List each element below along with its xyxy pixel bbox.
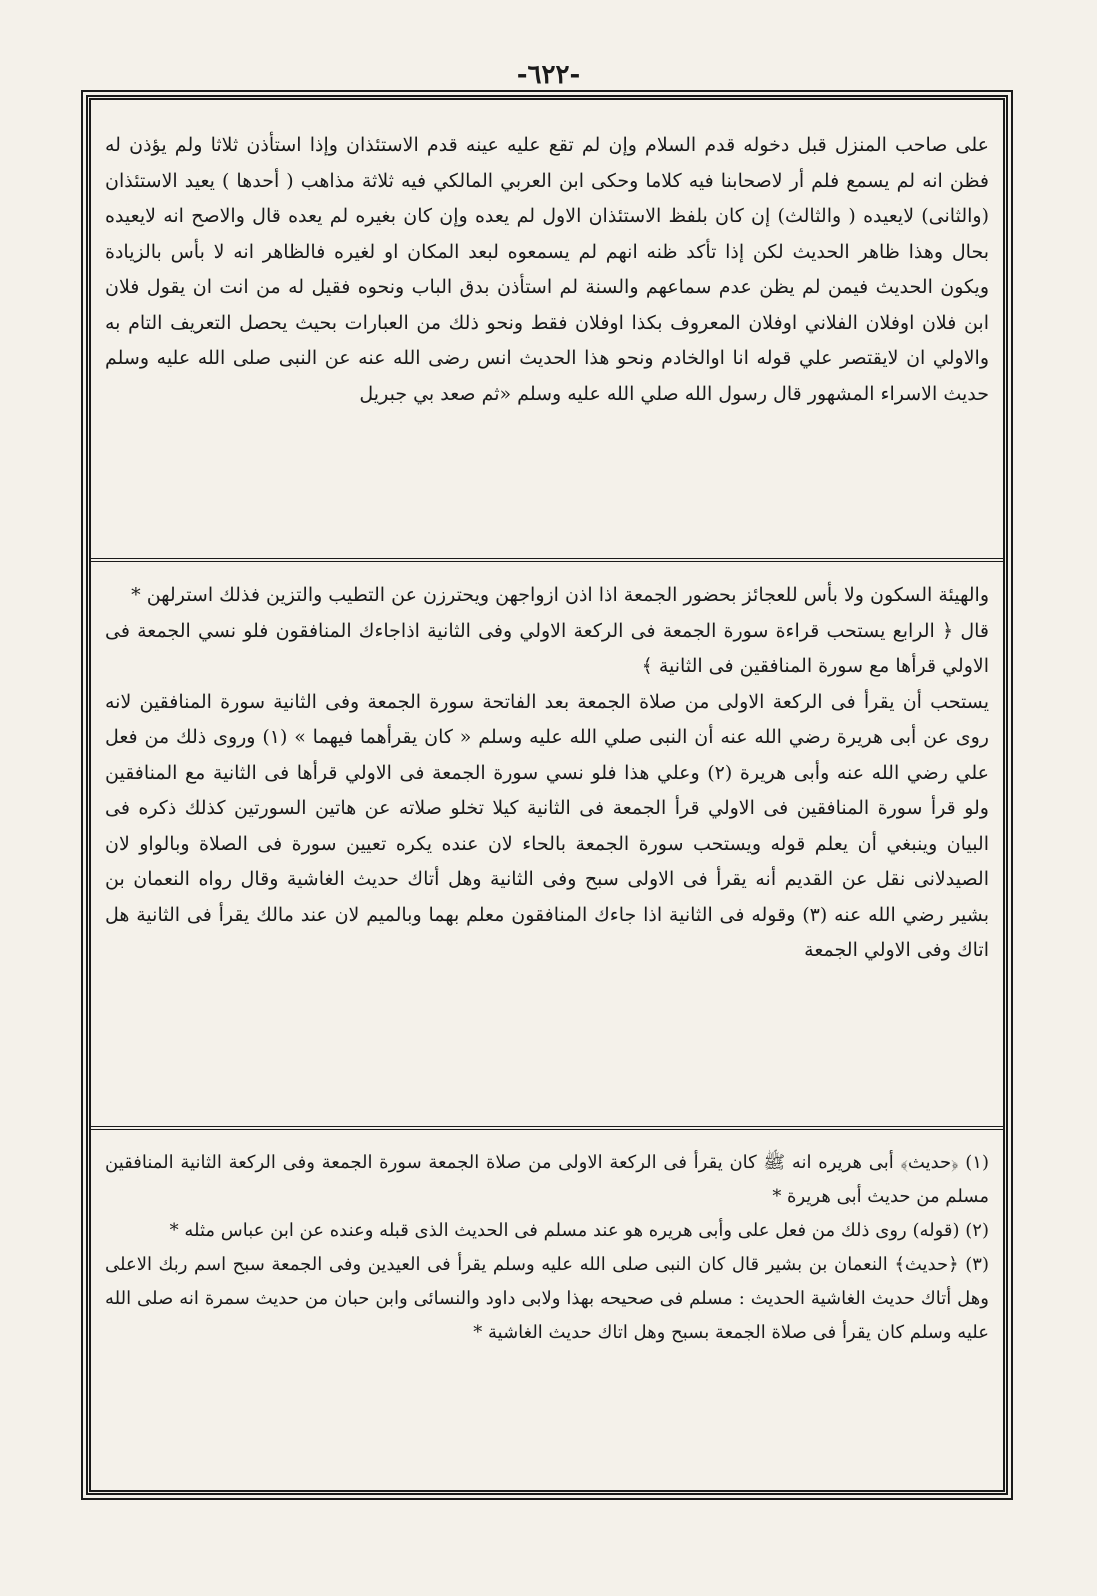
footnote-divider [91,1126,1003,1130]
footnote-item: (٣) ﴿حديث﴾ النعمان بن بشير قال كان النبى صلى الله عليه وسلم يقرأ فى العيدين وفى الجمعة سبح اسم ربك الاعلى وهل أتاك حديث الغاشية الحديث : مسلم فى صحيحه بهذا ولابى داود والنسائى وابن حبان من حديث سمرة انه صلى الله عليه وسلم كان يقرأ فى صلاة الجمعة بسبح وهل اتاك حديث الغاشية * [105,1254,989,1343]
commentary-paragraph: على صاحب المنزل قبل دخوله قدم السلام وإن لم تقع عليه عينه قدم الاستئذان وإذا استأذن ثلاثا ولم يؤذن له فظن انه لم يسمع فلم أر لاصحابنا فيه كلاما وحكى ابن العربي المالكي فيه ثلاثة مذاهب ( أحدها ) يعيد الاستئذان (والثانى) لايعيده ( والثالث) إن كان بلفظ الاستئذان الاول لم يعده وإن كان بغيره لم يعده قال والاصح انه لايعيده بحال وهذا ظاهر الحديث لكن إذا تأكد ظنه انهم لم يسمعوه لبعد المكان او لغيره فالظاهر انه لا بأس بالزيادة ويكون الحديث فيمن لم يظن عدم سماعهم والسنة لم استأذن بدق الباب ونحوه فقيل له من انت ان يقول فلان ابن فلان اوفلان الفلاني اوفلان المعروف بكذا اوفلان فقط ونحو ذلك من العبارات بحيث يحصل التعريف التام به والاولي ان لايقتصر علي قوله انا اوالخادم ونحو هذا الحديث انس رضى الله عنه عن النبى صلى الله عليه وسلم حديث الاسراء المشهور قال رسول الله صلي الله عليه وسلم «ثم صعد بي جبريل [105,134,989,405]
page-frame [86,95,1008,1495]
main-paragraph: يستحب أن يقرأ فى الركعة الاولى من صلاة الجمعة بعد الفاتحة سورة الجمعة وفى الثانية سورة المنافقين لانه روى عن أبى هريرة رضي الله عنه أن النبى صلي الله عليه وسلم « كان يقرأهما فيهما » (١) وروى ذلك من فعل علي رضي الله عنه وأبى هريرة (٢) وعلي هذا فلو نسي سورة الجمعة فى الاولي قرأها فى الثانية مع المنافقين ولو قرأ سورة المنافقين فى الاولي قرأ الجمعة فى الثانية كيلا تخلو صلاته عن هاتين السورتين كذلك ذكره فى البيان وينبغي أن يعلم قوله ويستحب سورة الجمعة بالحاء لان عنده يكره تعيين سورة فى الصلاة وبالواو لان الصيدلانى نقل عن القديم أنه يقرأ فى الاولى سبح وفى الثانية وهل أتاك حديث الغاشية وقال رواه النعمان بن بشير رضي الله عنه (٣) وقوله فى الثانية اذا جاءك المنافقون معلم بهما وبالميم لان عند مالك يقرأ فى الثانية هل اتاك وفى الاولي الجمعة [105,690,989,961]
section-divider [91,558,1003,562]
footnote-item: (١) ﴿حديث﴾ أبى هريره انه ﷺ كان يقرأ فى الركعة الاولى من صلاة الجمعة سورة الجمعة وفى الركعة الثانية المنافقين مسلم من حديث أبى هريرة * [105,1152,989,1207]
footnote-item: (٢) (قوله) روى ذلك من فعل على وأبى هريره هو عند مسلم فى الحديث الذى قبله وعنده عن ابن عباس مثله * [169,1220,989,1241]
main-paragraph: والهيئة السكون ولا بأس للعجائز بحضور الجمعة اذا اذن ازواجهن ويحترزن عن التطيب والتزين فذلك استرلهن * [131,584,989,606]
commentary-section [105,128,989,412]
main-text-section [105,578,989,969]
page-number: -٦٢٢- [516,60,581,90]
footnotes-section [105,1146,989,1350]
main-paragraph: قال ﴿ الرابع يستحب قراءة سورة الجمعة فى الركعة الاولي وفى الثانية اذاجاءك المنافقون فلو نسي الجمعة فى الاولي قرأها مع سورة المنافقين فى الثانية ﴾ [105,619,989,677]
